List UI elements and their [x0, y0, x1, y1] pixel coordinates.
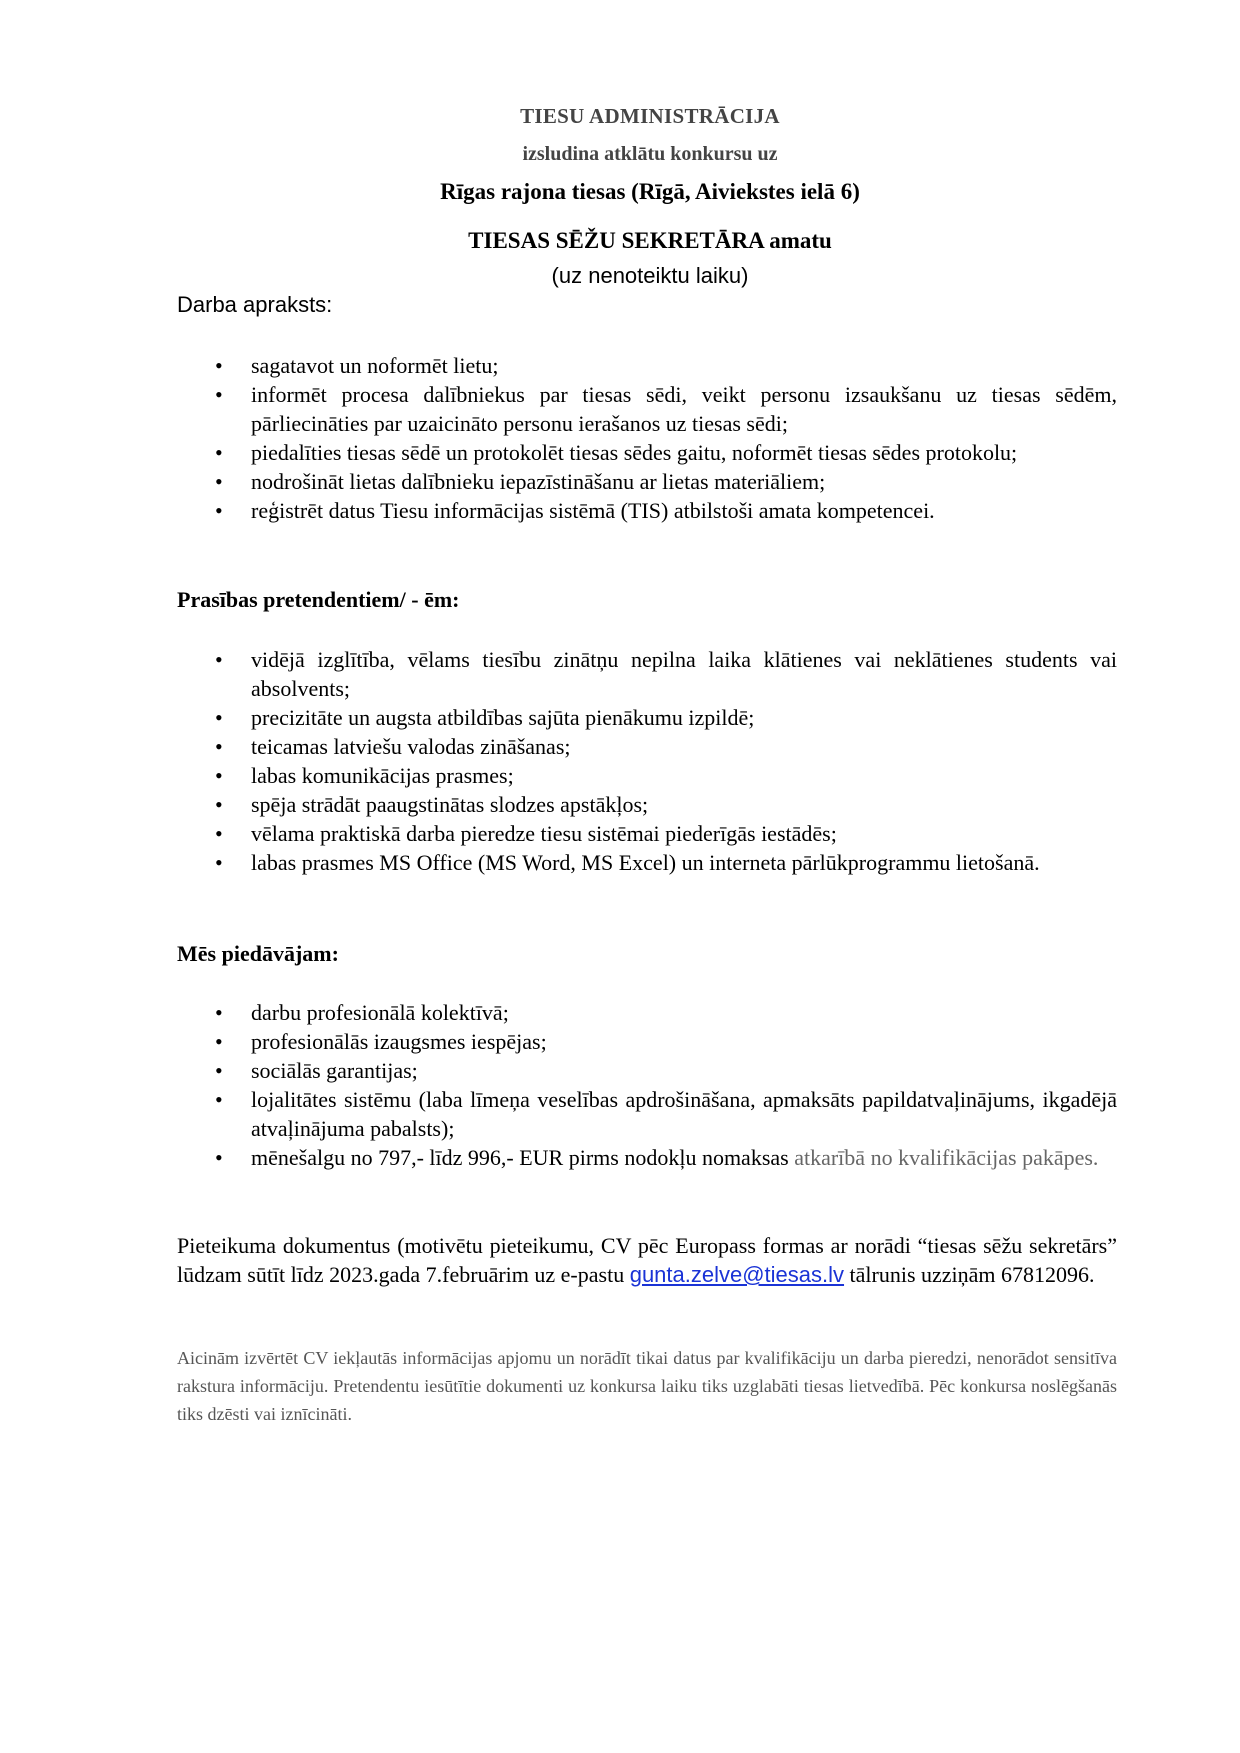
term-subheading: (uz nenoteiktu laiku) [551, 263, 749, 288]
list-item: • labas komunikācijas prasmes; [177, 761, 1117, 790]
duties-title: Darba apraksts: [177, 292, 333, 317]
salary-note: atkarībā no kvalifikācijas pakāpes. [788, 1145, 1099, 1170]
list-item: • precizitāte un augsta atbildības sajūta pienākumu izpildē; [177, 703, 1117, 732]
list-item: • labas prasmes MS Office (MS Word, MS Excel) un interneta pārlūkprogrammu lietošanā. [177, 848, 1117, 877]
application-text: Pieteikuma dokumentus (motivētu pieteikumu, CV pēc Europass formas ar norādi “tiesas sēžu sekretārs” lūdzam sūtīt līdz 2023.gada 7.februārim uz e-pastu [177, 1233, 1117, 1287]
list-item: • sagatavot un noformēt lietu; [177, 351, 1117, 380]
list-item: • piedalīties tiesas sēdē un protokolēt tiesas sēdes gaitu, noformēt tiesas sēdes protokolu; [177, 438, 1117, 467]
salary-text: mēnešalgu no 797,- līdz 996,- EUR pirms nodokļu nomaksas [251, 1145, 789, 1170]
organization-heading: TIESU ADMINISTRĀCIJA [520, 104, 780, 128]
list-item: • teicamas latviešu valodas zināšanas; [177, 732, 1117, 761]
application-paragraph [177, 1231, 1117, 1289]
list-item: • lojalitātes sistēmu (laba līmeņa veselības apdrošināšana, apmaksāts papildatvaļinājums, ikgadējā atvaļinājuma pabalsts); [177, 1085, 1117, 1143]
position-heading: TIESAS SĒŽU SEKRETĀRA amatu [468, 228, 832, 253]
requirements-list [177, 645, 1117, 877]
list-item: • spēja strādāt paaugstinātas slodzes apstākļos; [177, 790, 1117, 819]
list-item: • informēt procesa dalībniekus par tiesas sēdi, veikt personu izsaukšanu uz tiesas sēdēm, pārliecināties par uzaicināto personu ierašanos uz tiesas sēdi; [177, 380, 1117, 438]
email-link[interactable]: gunta.zelve@tiesas.lv [629, 1262, 845, 1287]
court-heading: Rīgas rajona tiesas (Rīgā, Aiviekstes ielā 6) [440, 179, 860, 204]
privacy-notice: Aicinām izvērtēt CV iekļautās informācijas apjomu un norādīt tikai datus par kvalifikāciju un darba pieredzi, nenorādot sensitīva rakstura informāciju. Pretendentu iesūtītie dokumenti uz konkursa laiku tiks uzglabāti tiesas lietvedībā. Pēc konkursa noslēgšanās tiks dzēsti vai iznīcināti. [177, 1348, 1117, 1424]
list-item: • vēlama praktiskā darba pieredze tiesu sistēmai piederīgās iestādēs; [177, 819, 1117, 848]
requirements-title: Prasības pretendentiem/ - ēm: [177, 587, 460, 612]
list-item: • nodrošināt lietas dalībnieku iepazīstināšanu ar lietas materiāliem; [177, 467, 1117, 496]
offer-title: Mēs piedāvājam: [177, 941, 339, 966]
list-item: • profesionālās izaugsmes iespējas; [177, 1027, 1117, 1056]
list-item [177, 1143, 1117, 1172]
list-item: • sociālās garantijas; [177, 1056, 1117, 1085]
list-item: • vidējā izglītība, vēlams tiesību zinātņu nepilna laika klātienes vai neklātienes students vai absolvents; [177, 645, 1117, 703]
list-item: • darbu profesionālā kolektīvā; [177, 998, 1117, 1027]
duties-list [177, 351, 1117, 525]
announcement-subheading: izsludina atklātu konkursu uz [522, 143, 778, 165]
list-item: • reģistrēt datus Tiesu informācijas sistēmā (TIS) atbilstoši amata kompetencei. [177, 496, 1117, 525]
offer-list [177, 998, 1117, 1172]
application-phone-text: tālrunis uzziņām 67812096. [844, 1262, 1095, 1287]
